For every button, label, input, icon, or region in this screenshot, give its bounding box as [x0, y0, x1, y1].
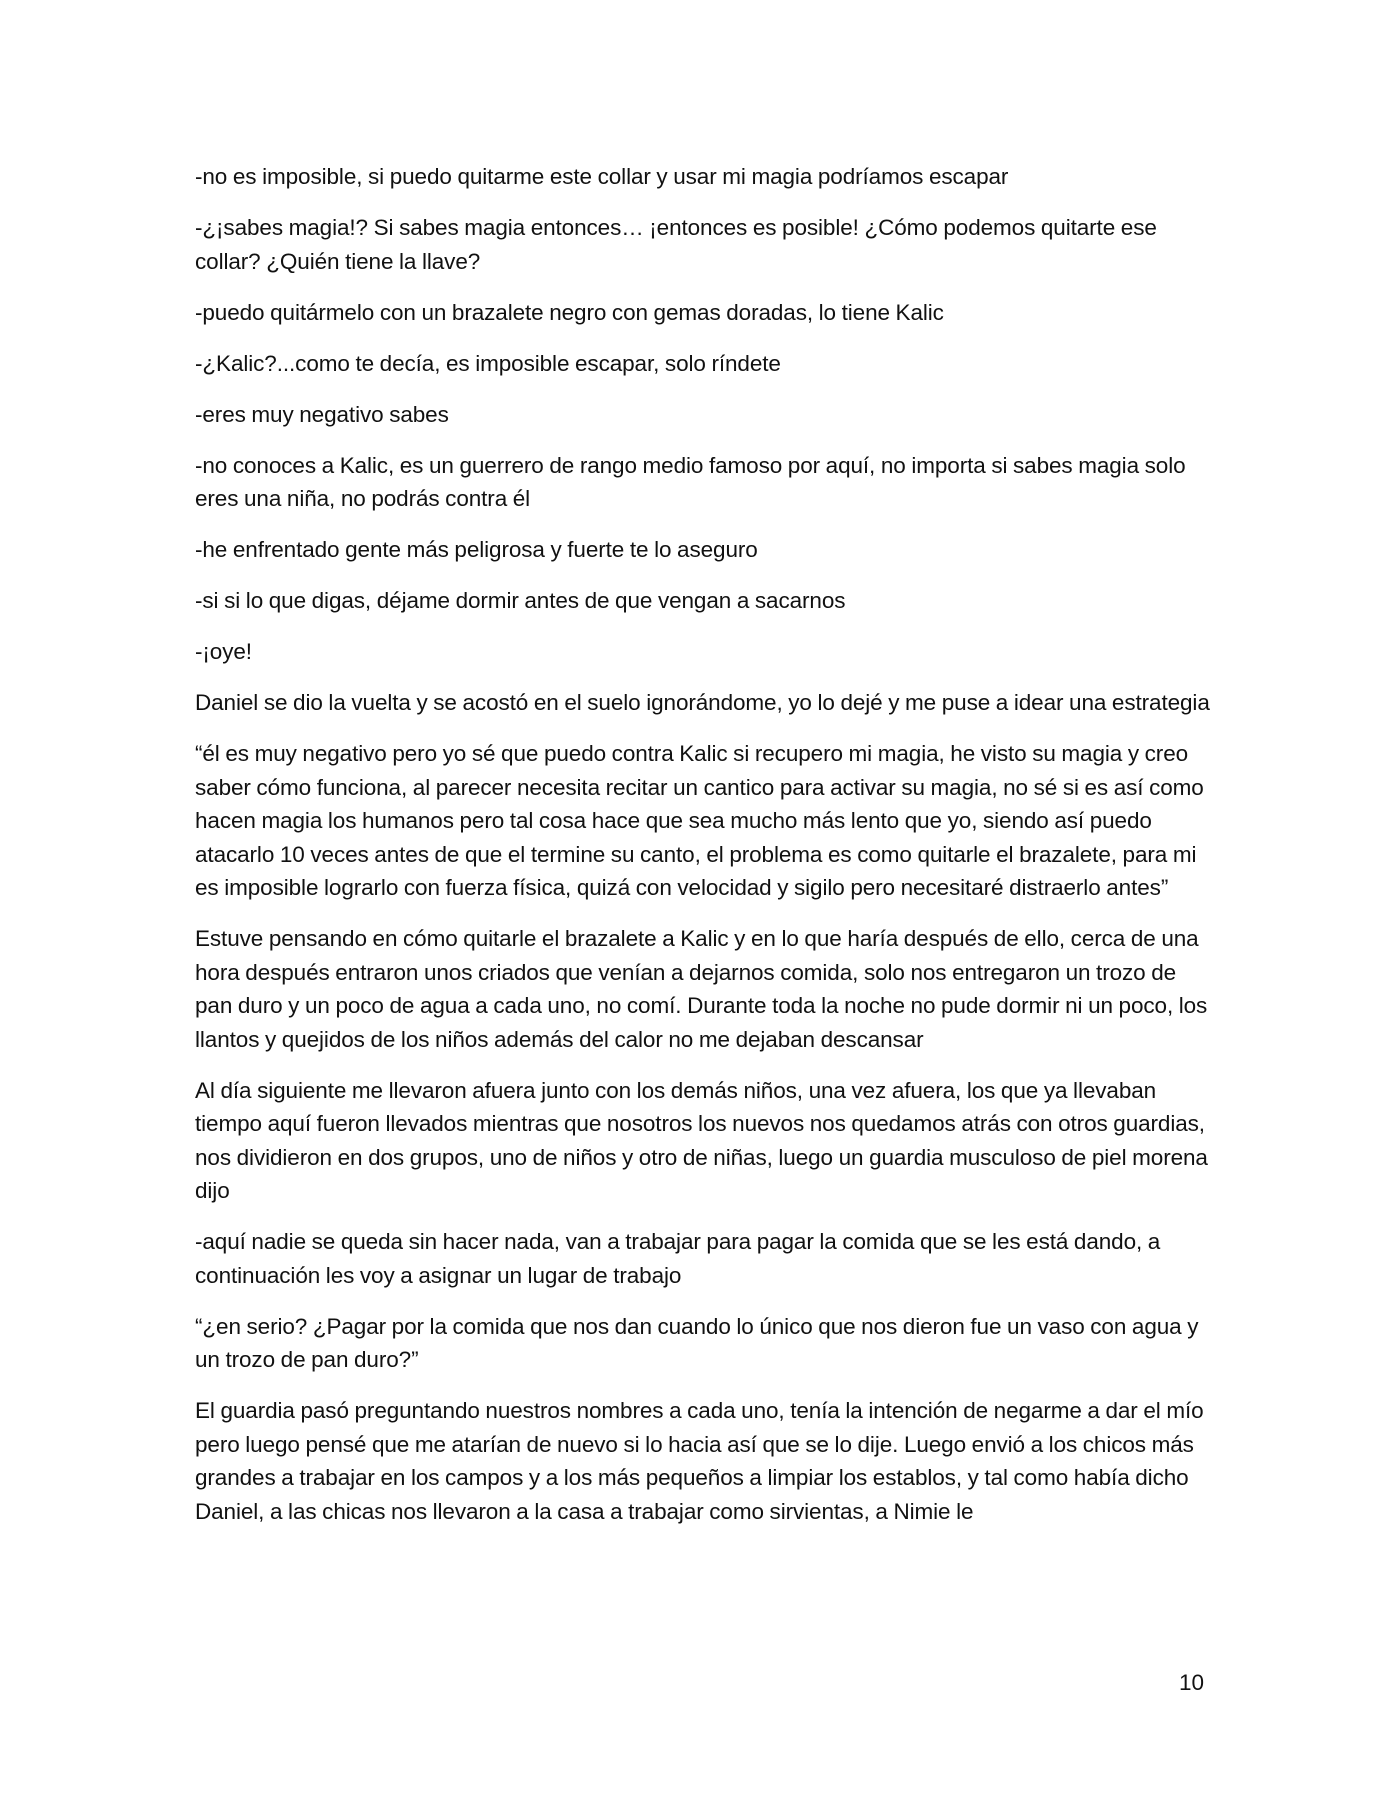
paragraph: -no conoces a Kalic, es un guerrero de rango medio famoso por aquí, no importa si sabes magia solo eres una niña, no podrás contra él [195, 452, 1186, 511]
paragraph: -si si lo que digas, déjame dormir antes de que vengan a sacarnos [195, 588, 846, 613]
paragraph: -he enfrentado gente más peligrosa y fuerte te lo aseguro [195, 537, 758, 562]
paragraph: El guardia pasó preguntando nuestros nombres a cada uno, tenía la intención de negarme a dar el mío pero luego pensé que me atarían de nuevo si lo hacia así que se lo dije. Luego envió a los chicos más grandes a trabajar en los campos y a los más pequeños a limpiar los establos, y tal como había dicho Daniel, a las chicas nos llevaron a la casa a trabajar como sirvientas, a Nimie le [195, 1398, 1204, 1524]
paragraph: “él es muy negativo pero yo sé que puedo contra Kalic si recupero mi magia, he visto su magia y creo saber cómo funciona, al parecer necesita recitar un cantico para activar su magia, no sé si es así como hacen magia los humanos pero tal cosa hace que sea mucho más lento que yo, siendo así puedo atacarlo 10 veces antes de que el termine su canto, el problema es como quitarle el brazalete, para mi es imposible lograrlo con fuerza física, quizá con velocidad y sigilo pero necesitaré distraerlo antes” [195, 741, 1204, 900]
paragraph: -puedo quitármelo con un brazalete negro con gemas doradas, lo tiene Kalic [195, 299, 944, 325]
paragraph: -aquí nadie se queda sin hacer nada, van a trabajar para pagar la comida que se les está dando, a continuación les voy a asignar un lugar de trabajo [195, 1229, 1161, 1288]
paragraph: -¡oye! [195, 639, 252, 664]
paragraph: “¿en serio? ¿Pagar por la comida que nos dan cuando lo único que nos dieron fue un vaso con agua y un trozo de pan duro?” [195, 1313, 1199, 1372]
paragraph: Al día siguiente me llevaron afuera junto con los demás niños, una vez afuera, los que ya llevaban tiempo aquí fueron llevados mientras que nosotros los nuevos nos quedamos atrás con otros guardias, nos dividieron en dos grupos, uno de niños y otro de niñas, luego un guardia musculoso de piel morena dijo [195, 1077, 1208, 1203]
paragraph: Estuve pensando en cómo quitarle el brazalete a Kalic y en lo que haría después de ello, cerca de una hora después entraron unos criados que venían a dejarnos comida, solo nos entregaron un trozo de pan duro y un poco de agua a cada uno, no comí. Durante toda la noche no pude dormir ni un poco, los llantos y quejidos de los niños además del calor no me dejaban descansar [195, 926, 1208, 1052]
paragraph: -no es imposible, si puedo quitarme este collar y usar mi magia podríamos escapar [195, 164, 1009, 189]
paragraph: -eres muy negativo sabes [195, 401, 449, 427]
paragraph: Daniel se dio la vuelta y se acostó en el suelo ignorándome, yo lo dejé y me puse a idear una estrategia [195, 690, 1210, 715]
paragraph: -¿¡sabes magia!? Si sabes magia entonces… ¡entonces es posible! ¿Cómo podemos quitarte ese collar? ¿Quién tiene la llave? [195, 215, 1157, 274]
paragraph: -¿Kalic?...como te decía, es imposible escapar, solo ríndete [195, 350, 781, 376]
page-number: 10 [1178, 1670, 1204, 1695]
body-text [195, 160, 1215, 1546]
